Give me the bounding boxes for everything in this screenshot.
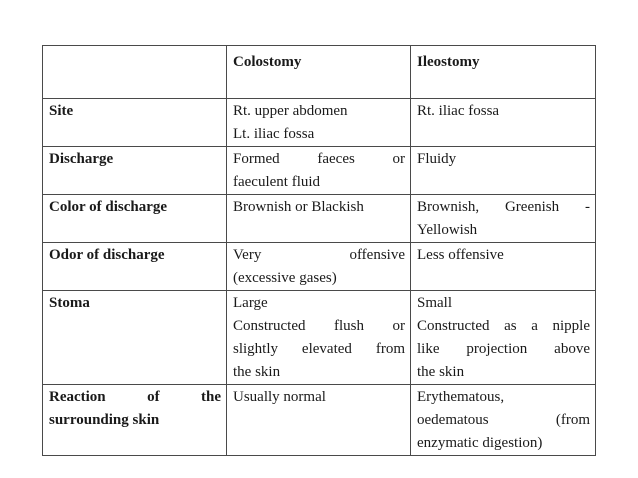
row-label xyxy=(43,291,227,385)
colostomy-cell xyxy=(227,195,411,243)
cell-line: Constructed flush or xyxy=(233,318,405,334)
cell-line: Brownish, Greenish - xyxy=(417,199,590,215)
row-label-text: Odor of discharge xyxy=(49,247,165,263)
row-label-text: Stoma xyxy=(49,295,90,311)
cell-line: faeculent fluid xyxy=(233,174,321,190)
cell-line: Fluidy xyxy=(417,151,457,167)
cell-line: (excessive gases) xyxy=(233,270,337,286)
cell-line: the skin xyxy=(233,364,281,380)
header-ileostomy: Ileostomy xyxy=(411,46,596,99)
table-row-odor xyxy=(43,243,596,291)
row-label-text: Reaction of the xyxy=(49,389,221,405)
ileostomy-cell xyxy=(411,291,596,385)
table-row-reaction xyxy=(43,385,596,456)
table-header-row xyxy=(43,46,596,99)
cell-line: Yellowish xyxy=(417,222,478,238)
row-label xyxy=(43,243,227,291)
colostomy-cell xyxy=(227,147,411,195)
colostomy-cell xyxy=(227,99,411,147)
ileostomy-cell xyxy=(411,99,596,147)
cell-line: Usually normal xyxy=(233,389,326,405)
row-label xyxy=(43,385,227,456)
row-label xyxy=(43,147,227,195)
table-row-stoma xyxy=(43,291,596,385)
cell-line: like projection above xyxy=(417,341,590,357)
cell-line: Formed faeces or xyxy=(233,151,405,167)
ileostomy-cell xyxy=(411,195,596,243)
comparison-table xyxy=(42,45,596,456)
cell-line: Large xyxy=(233,295,268,311)
cell-line: Small xyxy=(417,295,453,311)
cell-line: Less offensive xyxy=(417,247,504,263)
row-label xyxy=(43,99,227,147)
cell-line: Erythematous, xyxy=(417,389,505,405)
header-colostomy: Colostomy xyxy=(227,46,411,99)
colostomy-cell xyxy=(227,385,411,456)
cell-line: Rt. iliac fossa xyxy=(417,103,500,119)
cell-line: Brownish or Blackish xyxy=(233,199,364,215)
ileostomy-cell xyxy=(411,243,596,291)
colostomy-cell xyxy=(227,291,411,385)
ileostomy-cell xyxy=(411,385,596,456)
cell-line: slightly elevated from xyxy=(233,341,405,357)
header-cell-blank xyxy=(43,46,227,99)
row-label-text: Color of discharge xyxy=(49,199,168,215)
cell-line: Constructed as a nipple xyxy=(417,318,590,334)
cell-line: the skin xyxy=(417,364,465,380)
table-row-discharge xyxy=(43,147,596,195)
cell-line: Very offensive xyxy=(233,247,405,263)
cell-line: Lt. iliac fossa xyxy=(233,126,315,142)
ileostomy-cell xyxy=(411,147,596,195)
colostomy-cell xyxy=(227,243,411,291)
row-label-text: surrounding skin xyxy=(49,412,160,428)
cell-line: enzymatic digestion) xyxy=(417,435,543,451)
cell-line: oedematous (from xyxy=(417,412,590,428)
table-row-site xyxy=(43,99,596,147)
cell-line: Rt. upper abdomen xyxy=(233,103,348,119)
row-label xyxy=(43,195,227,243)
row-label-text: Site xyxy=(49,103,74,119)
table-row-color xyxy=(43,195,596,243)
row-label-text: Discharge xyxy=(49,151,114,167)
